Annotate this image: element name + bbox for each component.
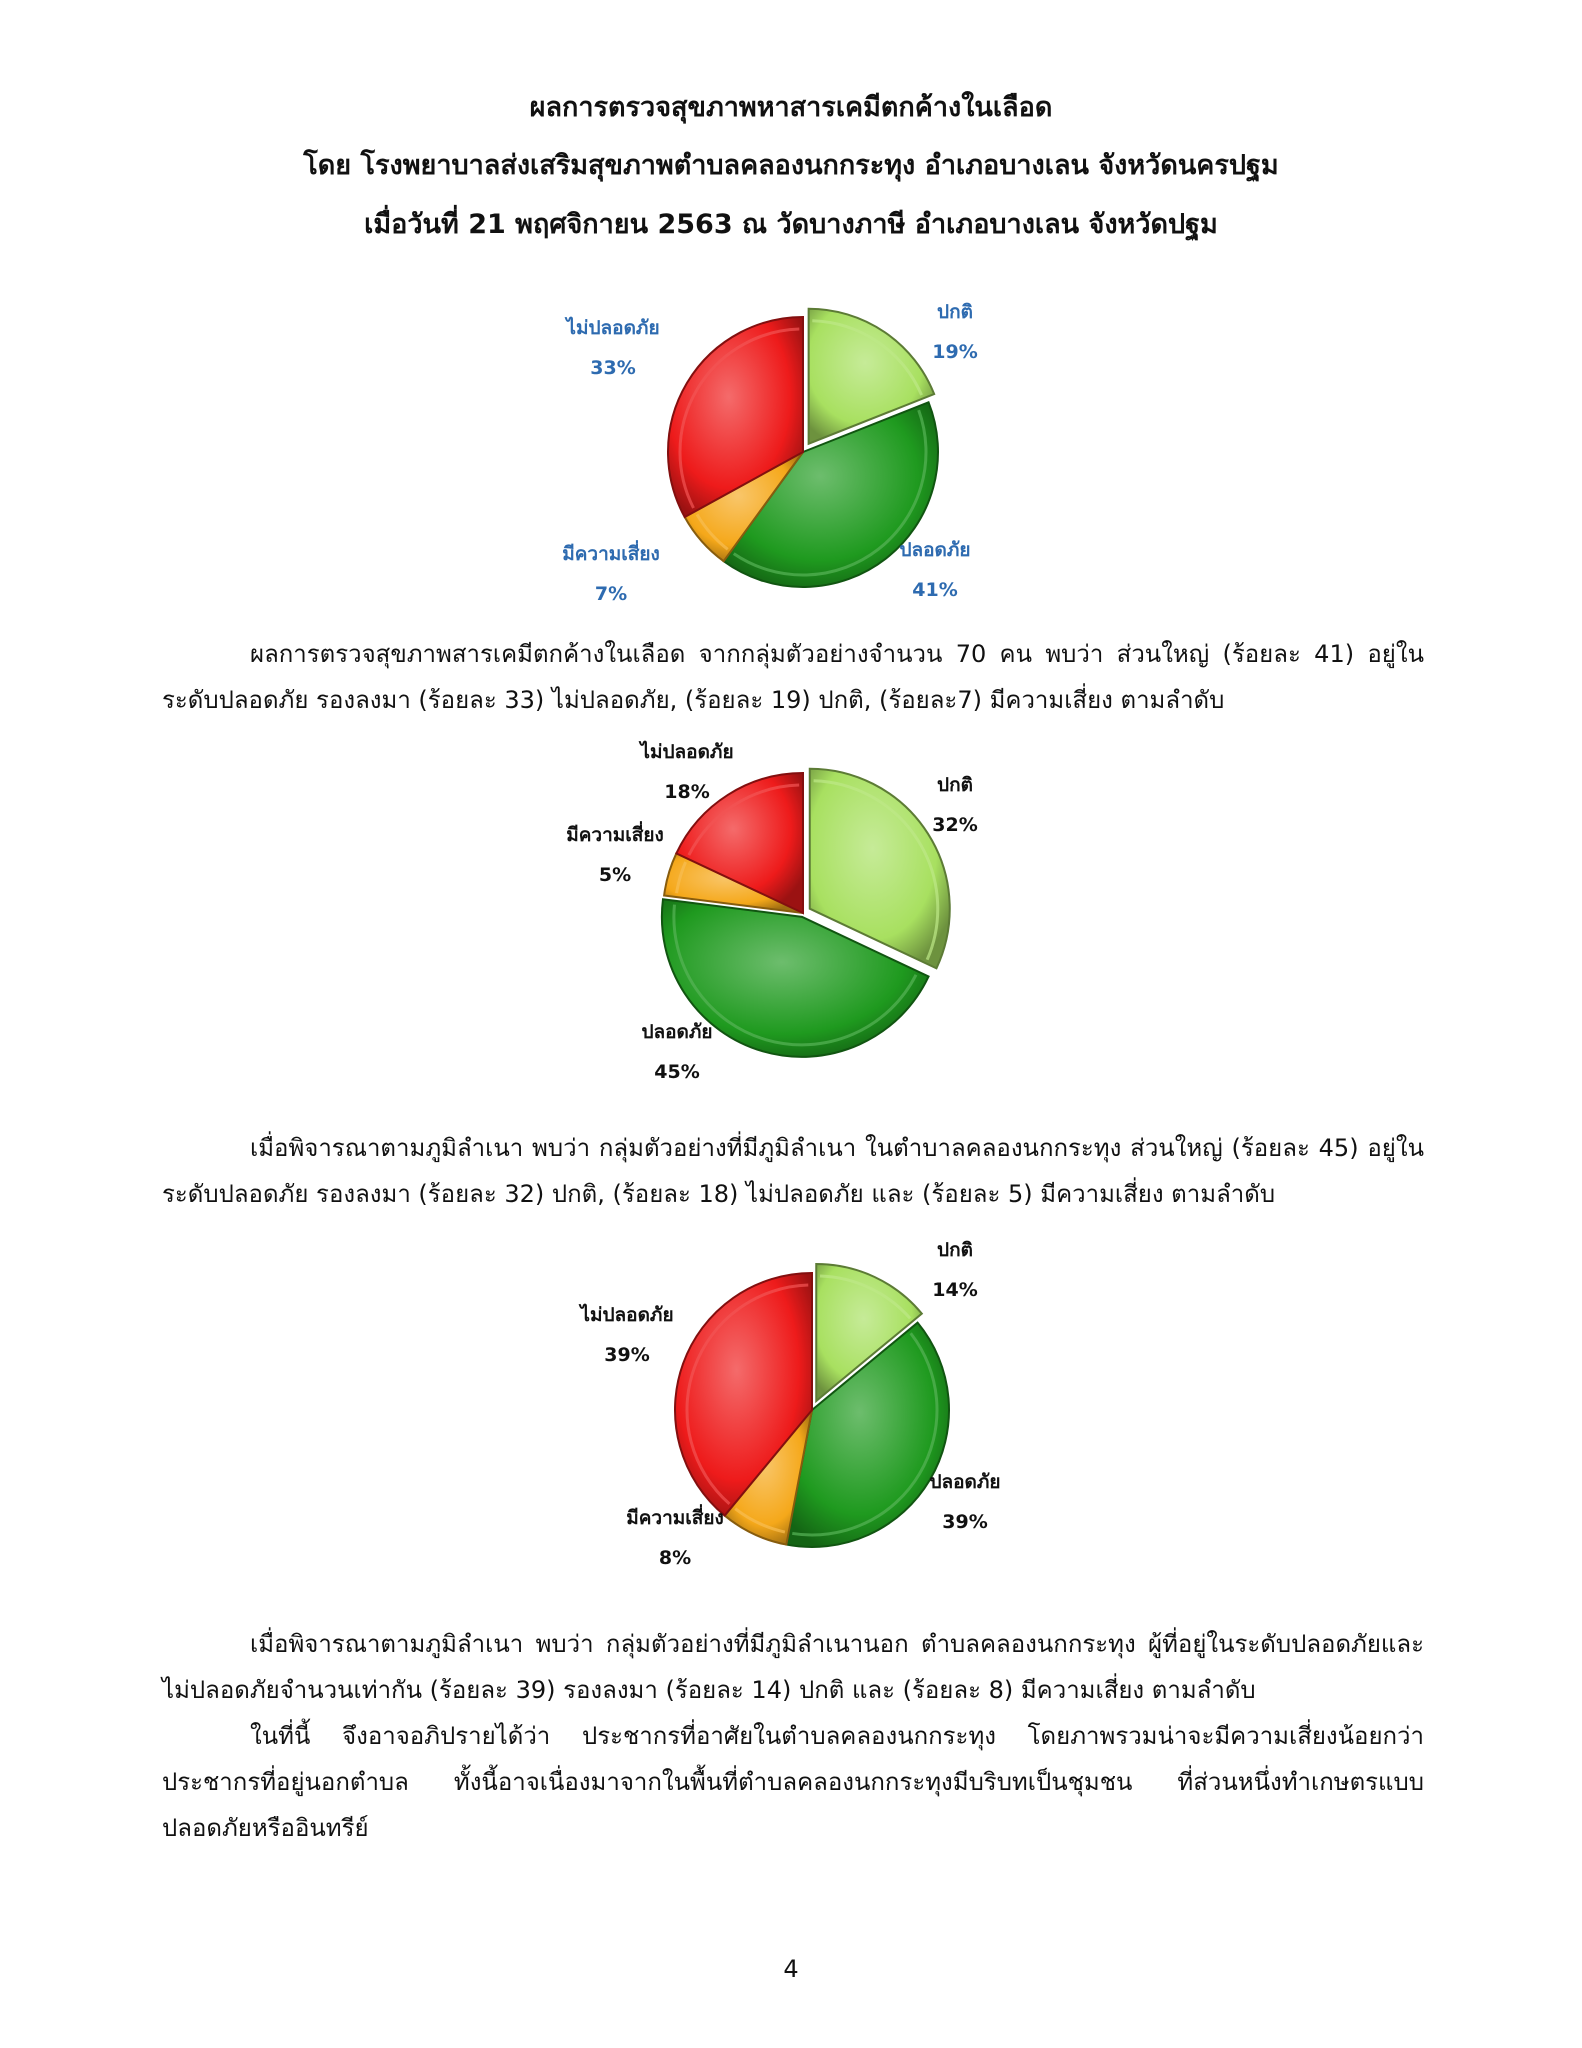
label-risk: มีความเสี่ยง 7% [562, 543, 660, 605]
title-line-1: ผลการตรวจสุขภาพหาสารเคมีตกค้างในเลือด [529, 92, 1053, 123]
paragraph-3 [162, 1621, 1424, 1713]
paragraph-1 [162, 631, 1424, 723]
label-safe: ปลอดภัย 45% [641, 1021, 713, 1083]
paragraph-2-text: เมื่อพิจารณาตามภูมิลำเนา พบว่า กลุ่มตัวอย่างที่มีภูมิลำเนา ในตำบาลคลองนกกระทุง ส่วนใหญ่ (ร้อยละ 45) อยู่ในระดับปลอดภัย รองลงมา (ร้อยละ 32) ปกติ, (ร้อยละ 18) ไม่ปลอดภัย และ (ร้อยละ 5) มีความเสี่ยง ตามลำดับ [162, 1134, 1424, 1208]
label-normal: ปกติ 14% [932, 1239, 978, 1301]
paragraph-2 [162, 1125, 1424, 1217]
paragraph-3-text: เมื่อพิจารณาตามภูมิลำเนา พบว่า กลุ่มตัวอย่างที่มีภูมิลำเนานอก ตำบลคลองนกกระทุง ผู้ที่อยู่ในระดับปลอดภัยและไม่ปลอดภัยจำนวนเท่ากัน (ร้อยละ 39) รองลงมา (ร้อยละ 14) ปกติ และ (ร้อยละ 8) มีความเสี่ยง ตามลำดับ [162, 1630, 1424, 1704]
pie-chart-outside-subdistrict [550, 1238, 1070, 1598]
paragraph-1-text: ผลการตรวจสุขภาพสารเคมีตกค้างในเลือด จากกลุ่มตัวอย่างจำนวน 70 คน พบว่า ส่วนใหญ่ (ร้อยละ 41) อยู่ในระดับปลอดภัย รองลงมา (ร้อยละ 33) ไม่ปลอดภัย, (ร้อยละ 19) ปกติ, (ร้อยละ7) มีความเสี่ยง ตามลำดับ [162, 640, 1424, 714]
page-number: 4 [783, 1955, 799, 1983]
title-line-3: เมื่อวันที่ 21 พฤศจิกายน 2563 ณ วัดบางภาษี อำเภอบางเลน จังหวัดปฐม [364, 209, 1218, 240]
label-normal: ปกติ 19% [932, 301, 978, 363]
paragraph-4-text: ในที่นี้ จึงอาจอภิปรายได้ว่า ประชากรที่อาศัยในตำบลคลองนกกระทุง โดยภาพรวมน่าจะมีความเสี่ยงน้อยกว่าประชากรที่อยู่นอกตำบล ทั้งนี้อาจเนื่องมาจากในพื้นที่ตำบลคลองนกกระทุงมีบริบทเป็นชุมชน ที่ส่วนหนึ่งทำเกษตรแบบปลอดภัยหรืออินทรีย์ [162, 1722, 1424, 1842]
pie-chart-overall [550, 300, 1070, 620]
label-risk: มีความเสี่ยง 8% [626, 1507, 724, 1569]
label-safe: ปลอดภัย 39% [929, 1471, 1001, 1533]
label-unsafe: ไม่ปลอดภัย 18% [640, 741, 734, 803]
paragraph-4 [162, 1713, 1424, 1851]
label-risk: มีความเสี่ยง 5% [566, 824, 664, 886]
label-safe: ปลอดภัย 41% [899, 539, 971, 601]
label-unsafe: ไม่ปลอดภัย 33% [566, 317, 660, 379]
label-unsafe: ไม่ปลอดภัย 39% [580, 1304, 674, 1366]
title-line-2: โดย โรงพยาบาลส่งเสริมสุขภาพตำบลคลองนกกระทุง อำเภอบางเลน จังหวัดนครปฐม [303, 150, 1279, 181]
label-normal: ปกติ 32% [932, 774, 978, 836]
pie-chart-inside-subdistrict [550, 740, 1070, 1090]
